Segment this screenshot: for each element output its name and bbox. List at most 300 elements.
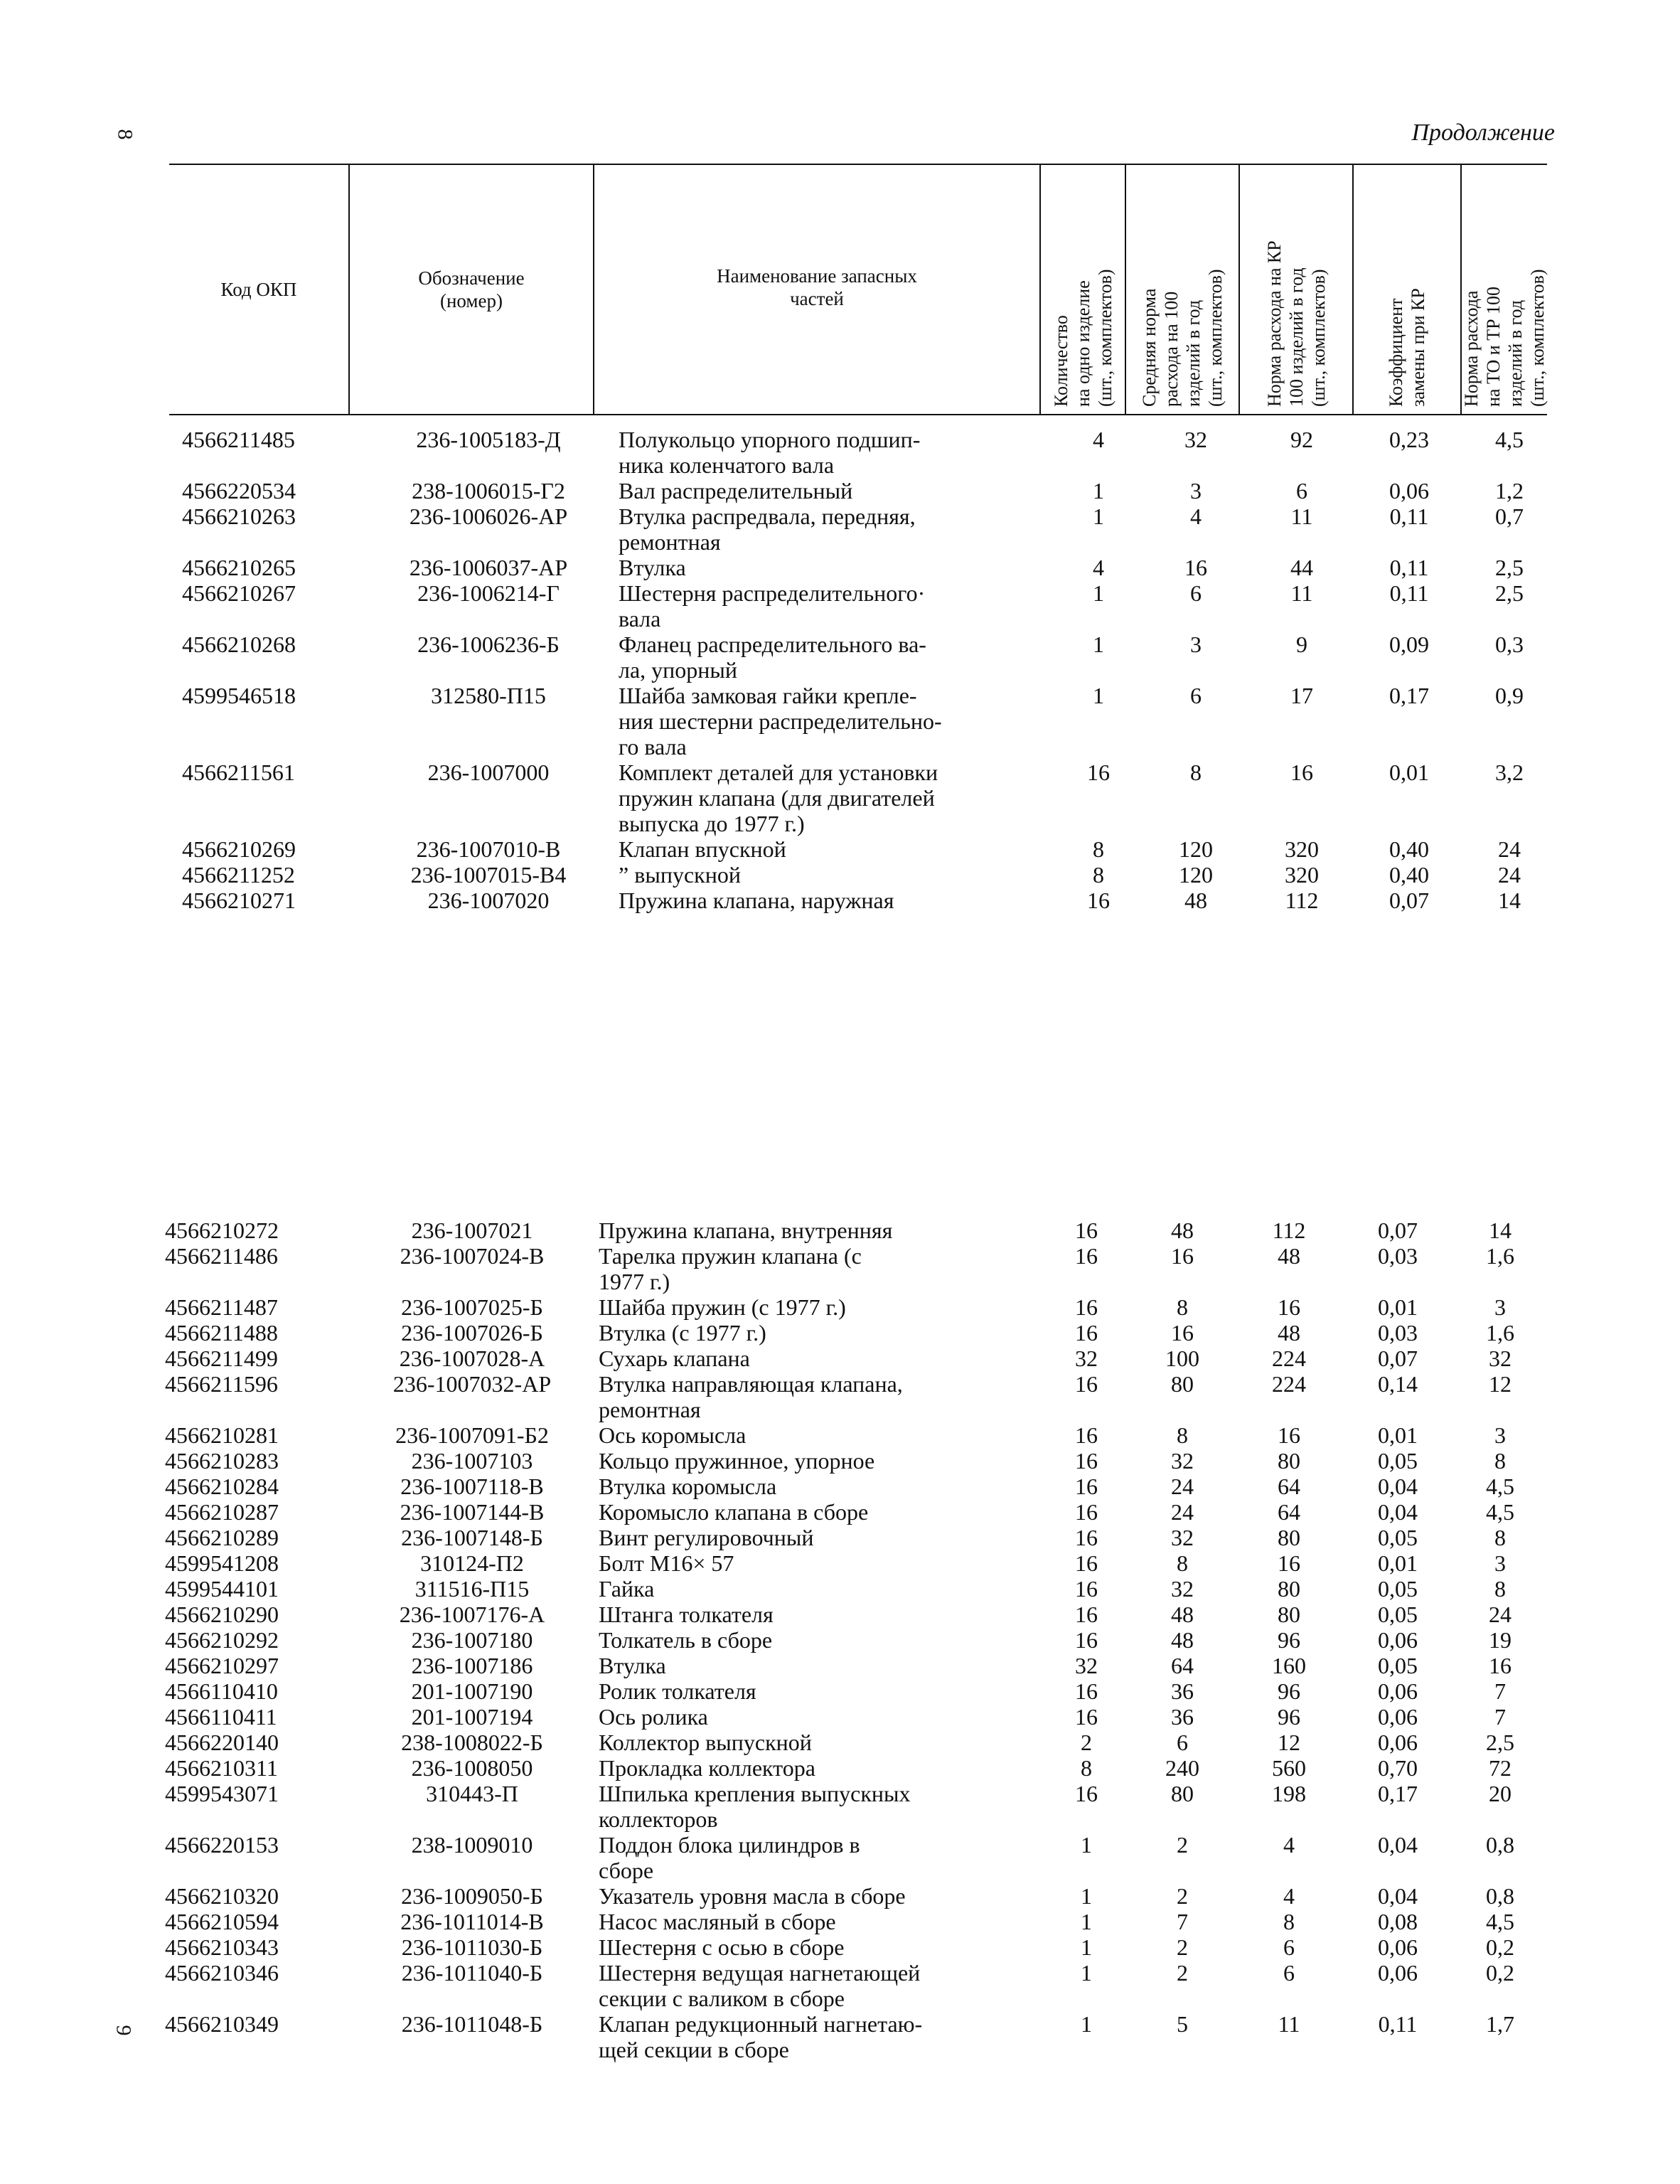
cell-to-norm: 3 <box>1494 1550 1506 1576</box>
cell-kr-norm: 80 <box>1278 1576 1300 1602</box>
cell-kr-norm: 320 <box>1285 862 1319 888</box>
cell-designation: 201-1007190 <box>411 1678 533 1704</box>
cell-to-norm: 1,6 <box>1486 1320 1514 1346</box>
cell-avg-norm: 2 <box>1177 1960 1188 1986</box>
cell-avg-norm: 48 <box>1184 888 1207 913</box>
cell-qty: 16 <box>1087 888 1110 913</box>
cell-to-norm: 8 <box>1494 1525 1506 1550</box>
cell-name: Толкатель в сборе <box>599 1627 773 1653</box>
cell-to-norm: 2,5 <box>1495 555 1524 580</box>
table-row <box>165 2011 1547 2062</box>
cell-coef: 0,06 <box>1378 1627 1418 1653</box>
table-row <box>165 1576 1547 1602</box>
cell-qty: 8 <box>1093 862 1104 888</box>
cell-kr-norm: 6 <box>1283 1934 1295 1960</box>
cell-designation: 236-1007021 <box>411 1218 533 1243</box>
cell-kr-norm: 11 <box>1278 2011 1300 2037</box>
cell-code: 4566211252 <box>182 862 295 888</box>
cell-kr-norm: 44 <box>1290 555 1313 580</box>
cell-to-norm: 4,5 <box>1486 1474 1514 1499</box>
table-header <box>169 164 1547 415</box>
cell-to-norm: 3,2 <box>1495 760 1524 785</box>
cell-kr-norm: 11 <box>1290 580 1313 606</box>
cell-designation: 236-1011048-Б <box>401 2011 543 2037</box>
cell-designation: 238-1006015-Г2 <box>412 478 565 504</box>
cell-coef: 0,03 <box>1378 1320 1418 1346</box>
cell-coef: 0,05 <box>1378 1653 1418 1678</box>
cell-avg-norm: 16 <box>1171 1243 1194 1269</box>
cell-name: Комплект деталей для установки пружин клапана (для двигателей выпуска до 1977 г.) <box>619 760 938 836</box>
cell-coef: 0,40 <box>1389 836 1429 862</box>
cell-qty: 8 <box>1093 836 1104 862</box>
cell-designation: 236-1007091-Б2 <box>395 1422 549 1448</box>
table-row <box>176 836 1556 862</box>
cell-kr-norm: 4 <box>1283 1883 1295 1909</box>
cell-kr-norm: 560 <box>1272 1755 1306 1781</box>
cell-name: Ось коромысла <box>599 1422 747 1448</box>
cell-designation: 236-1011040-Б <box>401 1960 543 1986</box>
table-row <box>165 1499 1547 1525</box>
table-row <box>165 1525 1547 1550</box>
cell-kr-norm: 11 <box>1290 504 1313 529</box>
cell-qty: 16 <box>1075 1602 1098 1627</box>
cell-code: 4566210311 <box>165 1755 278 1781</box>
cell-name: Шпилька крепления выпускных коллекторов <box>599 1781 911 1832</box>
table-row <box>165 1218 1547 1243</box>
cell-to-norm: 1,2 <box>1495 478 1524 504</box>
table-row <box>165 1653 1547 1678</box>
cell-designation: 236-1007103 <box>411 1448 533 1474</box>
table-row <box>165 1294 1547 1320</box>
cell-designation: 201-1007194 <box>411 1704 533 1730</box>
cell-coef: 0,01 <box>1378 1422 1418 1448</box>
cell-qty: 16 <box>1075 1576 1098 1602</box>
table-row <box>165 1678 1547 1704</box>
cell-avg-norm: 8 <box>1177 1550 1188 1576</box>
cell-avg-norm: 32 <box>1171 1525 1194 1550</box>
cell-code: 4566211596 <box>165 1371 278 1397</box>
cell-code: 4566210267 <box>182 580 296 606</box>
cell-avg-norm: 32 <box>1171 1576 1194 1602</box>
cell-qty: 16 <box>1075 1781 1098 1806</box>
cell-name: Шайба пружин (с 1977 г.) <box>599 1294 846 1320</box>
cell-coef: 0,23 <box>1389 427 1429 452</box>
cell-designation: 236-1008050 <box>411 1755 533 1781</box>
cell-to-norm: 20 <box>1489 1781 1512 1806</box>
cell-coef: 0,05 <box>1378 1448 1418 1474</box>
cell-coef: 0,70 <box>1378 1755 1418 1781</box>
cell-to-norm: 0,2 <box>1486 1934 1514 1960</box>
cell-name: Пружина клапана, внутренняя <box>599 1218 893 1243</box>
cell-designation: 236-1006026-АР <box>409 504 568 529</box>
cell-code: 4566110411 <box>165 1704 277 1730</box>
header-code: Код ОКП <box>220 279 297 300</box>
cell-to-norm: 2,5 <box>1486 1730 1514 1755</box>
cell-coef: 0,40 <box>1389 862 1429 888</box>
cell-name: Насос масляный в сборе <box>599 1909 836 1934</box>
cell-name: Втулка (с 1977 г.) <box>599 1320 766 1346</box>
table-row <box>165 1422 1547 1448</box>
cell-name: Полукольцо упорного подшип- ника коленчатого вала <box>619 427 921 478</box>
cell-coef: 0,06 <box>1389 478 1429 504</box>
cell-name: Шестерня распределительного· вала <box>619 580 926 632</box>
cell-to-norm: 3 <box>1494 1294 1506 1320</box>
cell-code: 4566210320 <box>165 1883 279 1909</box>
cell-coef: 0,01 <box>1378 1294 1418 1320</box>
cell-qty: 16 <box>1075 1320 1098 1346</box>
cell-kr-norm: 224 <box>1272 1371 1306 1397</box>
cell-to-norm: 0,7 <box>1495 504 1524 529</box>
cell-coef: 0,06 <box>1378 1960 1418 1986</box>
cell-code: 4566210349 <box>165 2011 279 2037</box>
cell-avg-norm: 2 <box>1177 1934 1188 1960</box>
cell-avg-norm: 36 <box>1171 1704 1194 1730</box>
cell-qty: 16 <box>1075 1627 1098 1653</box>
cell-kr-norm: 16 <box>1278 1294 1300 1320</box>
cell-designation: 236-1011014-В <box>400 1909 544 1934</box>
cell-name: Втулка направляющая клапана, ремонтная <box>599 1371 903 1422</box>
cell-designation: 236-1007015-В4 <box>410 862 567 888</box>
cell-designation: 236-1005183-Д <box>416 427 561 452</box>
cell-to-norm: 14 <box>1498 888 1521 913</box>
cell-avg-norm: 8 <box>1190 760 1202 785</box>
cell-coef: 0,03 <box>1378 1243 1418 1269</box>
cell-to-norm: 4,5 <box>1486 1499 1514 1525</box>
cell-name: Клапан редукционный нагнетаю- щей секции в сборе <box>599 2011 923 2062</box>
cell-kr-norm: 96 <box>1278 1627 1300 1653</box>
cell-kr-norm: 160 <box>1272 1653 1306 1678</box>
cell-avg-norm: 3 <box>1190 632 1202 657</box>
cell-qty: 16 <box>1075 1499 1098 1525</box>
cell-kr-norm: 320 <box>1285 836 1319 862</box>
table-row <box>165 1781 1547 1832</box>
header-to-norm: Норма расхода на ТО и ТР 100 изделий в год (шт., комплектов) <box>1461 269 1548 407</box>
cell-designation: 236-1006236-Б <box>417 632 560 657</box>
cell-qty: 2 <box>1081 1730 1092 1755</box>
cell-avg-norm: 6 <box>1190 683 1202 708</box>
cell-coef: 0,11 <box>1378 2011 1418 2037</box>
cell-kr-norm: 96 <box>1278 1678 1300 1704</box>
table-row <box>176 862 1556 888</box>
cell-coef: 0,11 <box>1389 555 1429 580</box>
table-row <box>165 1960 1547 2011</box>
cell-name: Кольцо пружинное, упорное <box>599 1448 875 1474</box>
cell-designation: 236-1006214-Г <box>417 580 560 606</box>
cell-kr-norm: 198 <box>1272 1781 1306 1806</box>
cell-coef: 0,05 <box>1378 1576 1418 1602</box>
cell-avg-norm: 16 <box>1171 1320 1194 1346</box>
header-avg-cell <box>1126 165 1238 414</box>
cell-avg-norm: 6 <box>1190 580 1202 606</box>
cell-avg-norm: 100 <box>1165 1346 1199 1371</box>
cell-code: 4566211499 <box>165 1346 278 1371</box>
cell-to-norm: 7 <box>1494 1678 1506 1704</box>
header-coef: Коэффициент замены при КР <box>1386 288 1428 407</box>
cell-code: 4566210281 <box>165 1422 279 1448</box>
cell-code: 4566211488 <box>165 1320 278 1346</box>
cell-to-norm: 1,6 <box>1486 1243 1514 1269</box>
cell-code: 4566210283 <box>165 1448 279 1474</box>
cell-to-norm: 3 <box>1494 1422 1506 1448</box>
cell-kr-norm: 224 <box>1272 1346 1306 1371</box>
cell-qty: 1 <box>1093 632 1104 657</box>
cell-code: 4566220153 <box>165 1832 279 1858</box>
cell-code: 4566210284 <box>165 1474 279 1499</box>
cell-avg-norm: 2 <box>1177 1883 1188 1909</box>
cell-code: 4566211486 <box>165 1243 278 1269</box>
cell-kr-norm: 80 <box>1278 1525 1300 1550</box>
cell-name: Вал распределительный <box>619 478 853 504</box>
cell-coef: 0,04 <box>1378 1832 1418 1858</box>
cell-avg-norm: 5 <box>1177 2011 1188 2037</box>
cell-designation: 236-1007028-А <box>399 1346 545 1371</box>
cell-qty: 16 <box>1075 1371 1098 1397</box>
cell-name: Поддон блока цилиндров в сборе <box>599 1832 860 1883</box>
table-row <box>165 1832 1547 1883</box>
cell-designation: 236-1007026-Б <box>401 1320 543 1346</box>
header-to-cell <box>1462 165 1547 414</box>
cell-kr-norm: 8 <box>1283 1909 1295 1934</box>
cell-kr-norm: 96 <box>1278 1704 1300 1730</box>
cell-qty: 8 <box>1081 1755 1092 1781</box>
cell-name: Коромысло клапана в сборе <box>599 1499 869 1525</box>
cell-qty: 1 <box>1081 1883 1092 1909</box>
cell-coef: 0,07 <box>1378 1218 1418 1243</box>
cell-avg-norm: 6 <box>1177 1730 1188 1755</box>
cell-to-norm: 16 <box>1489 1653 1512 1678</box>
table-row <box>165 1755 1547 1781</box>
cell-avg-norm: 16 <box>1184 555 1207 580</box>
header-kr-cell <box>1240 165 1352 414</box>
cell-avg-norm: 24 <box>1171 1474 1194 1499</box>
cell-coef: 0,11 <box>1389 580 1429 606</box>
table-row <box>165 1474 1547 1499</box>
cell-code: 4599544101 <box>165 1576 279 1602</box>
cell-name: Фланец распределительного ва- ла, упорный <box>619 632 926 683</box>
cell-kr-norm: 48 <box>1278 1320 1300 1346</box>
table-row <box>165 1704 1547 1730</box>
cell-qty: 16 <box>1075 1294 1098 1320</box>
cell-avg-norm: 24 <box>1171 1499 1194 1525</box>
cell-qty: 16 <box>1075 1474 1098 1499</box>
cell-code: 4566210268 <box>182 632 296 657</box>
cell-to-norm: 8 <box>1494 1576 1506 1602</box>
header-qty: Количество на одно изделие (шт., комплектов) <box>1050 269 1115 407</box>
table-row <box>165 1883 1547 1909</box>
cell-to-norm: 72 <box>1489 1755 1512 1781</box>
cell-kr-norm: 64 <box>1278 1474 1300 1499</box>
table-row <box>165 1627 1547 1653</box>
cell-qty: 32 <box>1075 1653 1098 1678</box>
cell-to-norm: 19 <box>1489 1627 1512 1653</box>
table-row <box>165 1320 1547 1346</box>
cell-qty: 1 <box>1093 478 1104 504</box>
cell-name: ” выпускной <box>619 862 741 888</box>
cell-coef: 0,05 <box>1378 1602 1418 1627</box>
cell-avg-norm: 120 <box>1179 862 1213 888</box>
cell-avg-norm: 2 <box>1177 1832 1188 1858</box>
cell-code: 4566210287 <box>165 1499 279 1525</box>
cell-to-norm: 24 <box>1498 862 1521 888</box>
cell-kr-norm: 112 <box>1272 1218 1306 1243</box>
cell-qty: 16 <box>1075 1678 1098 1704</box>
cell-name: Шайба замковая гайки крепле- ния шестерни распределительно- го вала <box>619 683 942 760</box>
table-row <box>165 1602 1547 1627</box>
cell-name: Болт М16× 57 <box>599 1550 734 1576</box>
cell-name: Шестерня с осью в сборе <box>599 1934 845 1960</box>
cell-designation: 312580-П15 <box>431 683 546 708</box>
page-number-bottom: 9 <box>112 2025 136 2036</box>
cell-designation: 236-1007118-В <box>400 1474 544 1499</box>
cell-name: Тарелка пружин клапана (с 1977 г.) <box>599 1243 862 1294</box>
table-row <box>165 1730 1547 1755</box>
cell-designation: 238-1008022-Б <box>401 1730 543 1755</box>
cell-code: 4566210594 <box>165 1909 279 1934</box>
table-body-top <box>176 427 1556 913</box>
cell-to-norm: 0,2 <box>1486 1960 1514 1986</box>
cell-name: Шестерня ведущая нагнетающей секции с валиком в сборе <box>599 1960 921 2011</box>
table-body-bottom <box>165 1218 1547 2062</box>
cell-to-norm: 2,5 <box>1495 580 1524 606</box>
cell-kr-norm: 80 <box>1278 1602 1300 1627</box>
cell-code: 4566210263 <box>182 504 296 529</box>
cell-qty: 16 <box>1075 1422 1098 1448</box>
cell-to-norm: 7 <box>1494 1704 1506 1730</box>
cell-avg-norm: 80 <box>1171 1781 1194 1806</box>
cell-to-norm: 8 <box>1494 1448 1506 1474</box>
cell-qty: 16 <box>1075 1550 1098 1576</box>
table-row <box>165 1909 1547 1934</box>
cell-kr-norm: 16 <box>1278 1550 1300 1576</box>
cell-qty: 1 <box>1093 683 1104 708</box>
cell-coef: 0,06 <box>1378 1678 1418 1704</box>
table-row <box>176 504 1556 555</box>
cell-name: Ролик толкателя <box>599 1678 756 1704</box>
cell-code: 4566211485 <box>182 427 295 452</box>
cell-name: Винт регулировочный <box>599 1525 814 1550</box>
cell-avg-norm: 240 <box>1165 1755 1199 1781</box>
cell-qty: 16 <box>1075 1218 1098 1243</box>
cell-avg-norm: 4 <box>1190 504 1202 529</box>
cell-coef: 0,07 <box>1378 1346 1418 1371</box>
cell-code: 4566210271 <box>182 888 296 913</box>
cell-kr-norm: 12 <box>1278 1730 1300 1755</box>
cell-code: 4566220534 <box>182 478 296 504</box>
cell-qty: 1 <box>1081 2011 1092 2037</box>
cell-code: 4599541208 <box>165 1550 279 1576</box>
cell-kr-norm: 80 <box>1278 1448 1300 1474</box>
cell-coef: 0,14 <box>1378 1371 1418 1397</box>
table-row <box>176 580 1556 632</box>
cell-kr-norm: 16 <box>1278 1422 1300 1448</box>
cell-avg-norm: 36 <box>1171 1678 1194 1704</box>
cell-name: Коллектор выпускной <box>599 1730 812 1755</box>
cell-qty: 1 <box>1093 504 1104 529</box>
cell-to-norm: 0,8 <box>1486 1883 1514 1909</box>
cell-coef: 0,08 <box>1378 1909 1418 1934</box>
cell-to-norm: 0,9 <box>1495 683 1524 708</box>
cell-coef: 0,01 <box>1378 1550 1418 1576</box>
cell-name: Штанга толкателя <box>599 1602 774 1627</box>
cell-code: 4566220140 <box>165 1730 279 1755</box>
cell-qty: 16 <box>1087 760 1110 785</box>
cell-kr-norm: 17 <box>1290 683 1313 708</box>
cell-qty: 1 <box>1081 1934 1092 1960</box>
table-row <box>176 427 1556 478</box>
cell-designation: 236-1007144-В <box>400 1499 545 1525</box>
cell-kr-norm: 112 <box>1285 888 1319 913</box>
cell-coef: 0,07 <box>1389 888 1429 913</box>
cell-coef: 0,04 <box>1378 1474 1418 1499</box>
cell-coef: 0,04 <box>1378 1883 1418 1909</box>
cell-qty: 16 <box>1075 1448 1098 1474</box>
cell-code: 4566210269 <box>182 836 296 862</box>
cell-kr-norm: 4 <box>1283 1832 1295 1858</box>
cell-avg-norm: 3 <box>1190 478 1202 504</box>
cell-coef: 0,06 <box>1378 1730 1418 1755</box>
cell-coef: 0,11 <box>1389 504 1429 529</box>
cell-avg-norm: 120 <box>1179 836 1213 862</box>
cell-coef: 0,09 <box>1389 632 1429 657</box>
cell-qty: 1 <box>1093 580 1104 606</box>
cell-code: 4566210292 <box>165 1627 279 1653</box>
cell-kr-norm: 16 <box>1290 760 1313 785</box>
cell-coef: 0,17 <box>1378 1781 1418 1806</box>
cell-qty: 16 <box>1075 1243 1098 1269</box>
cell-designation: 310443-П <box>426 1781 518 1806</box>
cell-avg-norm: 32 <box>1171 1448 1194 1474</box>
cell-to-norm: 14 <box>1489 1218 1512 1243</box>
cell-code: 4566210346 <box>165 1960 279 1986</box>
cell-coef: 0,06 <box>1378 1704 1418 1730</box>
table-row <box>176 888 1556 913</box>
cell-to-norm: 1,7 <box>1486 2011 1514 2037</box>
cell-to-norm: 0,3 <box>1495 632 1524 657</box>
cell-qty: 16 <box>1075 1704 1098 1730</box>
cell-designation: 236-1007176-А <box>399 1602 545 1627</box>
header-coef-cell <box>1354 165 1460 414</box>
cell-to-norm: 24 <box>1498 836 1521 862</box>
cell-coef: 0,01 <box>1389 760 1429 785</box>
cell-code: 4599543071 <box>165 1781 279 1806</box>
cell-qty: 1 <box>1081 1832 1092 1858</box>
cell-code: 4566110410 <box>165 1678 278 1704</box>
cell-name: Втулка <box>619 555 686 580</box>
cell-kr-norm: 92 <box>1290 427 1313 452</box>
cell-kr-norm: 6 <box>1296 478 1307 504</box>
cell-coef: 0,17 <box>1389 683 1429 708</box>
cell-coef: 0,04 <box>1378 1499 1418 1525</box>
cell-qty: 1 <box>1081 1960 1092 1986</box>
cell-name: Втулка <box>599 1653 666 1678</box>
cell-to-norm: 32 <box>1489 1346 1512 1371</box>
cell-code: 4566210297 <box>165 1653 279 1678</box>
cell-qty: 16 <box>1075 1525 1098 1550</box>
table-row <box>176 632 1556 683</box>
cell-kr-norm: 48 <box>1278 1243 1300 1269</box>
continued-label: Продолжение <box>1411 119 1555 146</box>
cell-designation: 236-1007024-В <box>400 1243 545 1269</box>
cell-qty: 32 <box>1075 1346 1098 1371</box>
cell-kr-norm: 6 <box>1283 1960 1295 1986</box>
cell-name: Указатель уровня масла в сборе <box>599 1883 906 1909</box>
cell-code: 4599546518 <box>182 683 296 708</box>
cell-name: Втулка распредвала, передняя, ремонтная <box>619 504 916 555</box>
cell-designation: 236-1007025-Б <box>401 1294 543 1320</box>
cell-code: 4566210265 <box>182 555 296 580</box>
cell-designation: 236-1007010-В <box>416 836 561 862</box>
cell-kr-norm: 64 <box>1278 1499 1300 1525</box>
